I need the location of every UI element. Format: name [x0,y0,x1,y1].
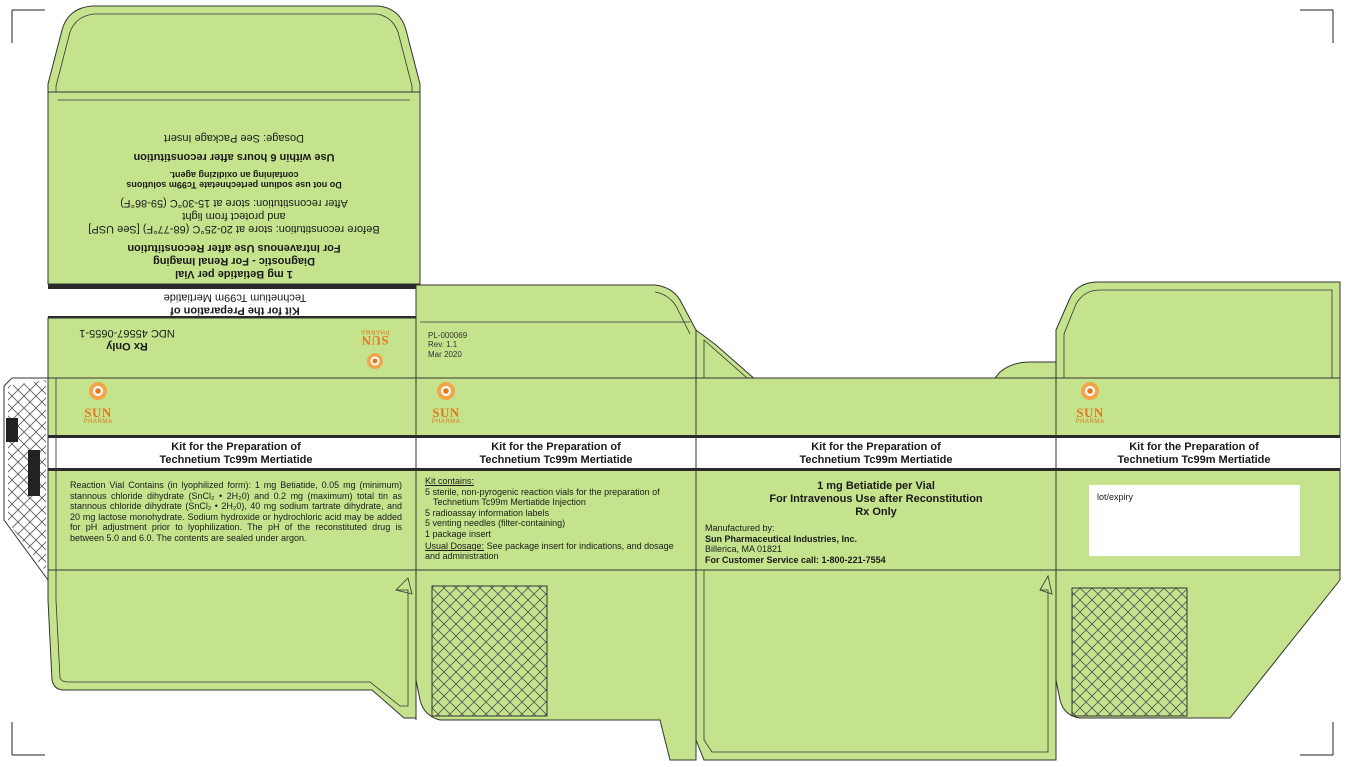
sun-logo-panel-4 [1072,381,1108,425]
panel-3-title-2: Technetium Tc99m Mertiatide [799,454,953,467]
top-storage-before-1: Before reconstitution: store at 20-25°C (68-77°F) [See USP] [88,223,380,236]
sun-logo-panel-2 [428,381,464,425]
panel-4-title-2: Technetium Tc99m Mertiatide [1117,454,1271,467]
logo-sub: PHARMA [83,419,113,425]
panel-3-title [696,441,1056,467]
sun-pharma-swirl-icon [436,381,456,401]
top-band-title-2: Technetium Tc99m Mertiatide [163,291,307,304]
top-warning-1: Do not use sodium pertechnetate Tc99m solutions [126,180,342,191]
usual-dosage-label: Usual Dosage: [425,540,485,551]
panel-1-title-1: Kit for the Preparation of [171,441,301,453]
kit-item: 5 radioassay information labels [425,507,550,518]
bottom-flap-3 [696,570,1056,760]
reaction-vial-contents: Reaction Vial Contains (in lyophilized form): 1 mg Betiatide, 0.05 mg (minimum) stannous chloride dihydrate (SnCl₂ • 2H₂0) and 0.2 mg (maximum) total tin as stannous chloride dihydrate (SnCl₂ • 2H₂0), 40 mg sodium tartrate dihydrate, and 20 mg lactose monohydrate. Sodium hydroxide or hydrochloric acid may be added for pH adjustment prior to lyophilization. The pH of the reconstituted drug is between 5.0 and 6.0. The contents are sealed under argon. [70,480,402,544]
company-name: Sun Pharmaceutical Industries, Inc. [705,533,858,544]
top-band-title [100,290,370,316]
top-band-title-1: Kit for the Preparation of [170,304,300,317]
logo-name: SUN [361,333,389,348]
top-storage-before-2: and protect from light [182,210,286,223]
kit-contains-label: Kit contains: [425,476,475,486]
bottom-flap-1 [48,570,416,718]
sun-pharma-swirl-icon [88,381,108,401]
panel-4-title-1: Kit for the Preparation of [1129,441,1259,453]
sun-logo-flipped [355,328,395,370]
top-flap-shape [48,6,420,92]
lot-expiry-box [1089,485,1300,556]
ndc-number: NDC 45567-0655-1 [79,326,175,339]
sun-pharma-swirl-icon [366,352,384,370]
usual-dosage-text: See package insert for indications, and dosage and administration [425,540,674,562]
logo-sub: PHARMA [431,419,461,425]
panel-2-title-2: Technetium Tc99m Mertiatide [479,454,633,467]
panel-2-title [416,441,696,467]
logo-name: SUN [1076,405,1104,420]
kit-item: 5 sterile, non-pyrogenic reaction vials for the preparation of [425,486,660,497]
panel-3-body [705,480,1047,565]
panel-1-body [70,480,402,544]
top-dosage: Dosage: See Package Insert [163,132,305,144]
top-flap-text [58,104,410,280]
panel-3-strength: 1 mg Betiatide per Vial [817,480,935,492]
sun-pharma-swirl-icon [1080,381,1100,401]
kit-item: Technetium Tc99m Mertiatide Injection [433,497,586,508]
kit-item: 5 venting needles (filter-containing) [425,518,566,529]
pl-code: PL-000069 [428,331,468,340]
customer-service: For Customer Service call: 1-800-221-7554 [705,554,886,565]
panel-3-iv-use: For Intravenous Use after Reconstitution [769,492,983,505]
manufactured-by: Manufactured by: [705,522,775,533]
top-diagnostic: Diagnostic - For Renal Imaging [153,255,315,268]
panel-4-title [1056,441,1332,467]
rev: Rev. 1.1 [428,340,458,350]
panel-2-body [425,476,689,562]
logo-sub: PHARMA [360,328,390,334]
top-use-within: Use within 6 hours after reconstitution [133,150,335,163]
panel-1-title-2: Technetium Tc99m Mertiatide [159,454,313,467]
usual-dosage [425,541,689,562]
company-address: Billerica, MA 01821 [705,544,783,555]
top-storage-after: After reconstitution: store at 15-30°C (59-86°F) [120,197,348,210]
lot-expiry-label: lot/expiry [1097,492,1134,502]
logo-name: SUN [84,405,112,420]
top-iv-use: For Intravenous Use after Reconstitution [127,242,341,255]
panel-3-rx-only: Rx Only [855,505,897,518]
panel-2-title-1: Kit for the Preparation of [491,441,621,453]
logo-name: SUN [432,405,460,420]
kit-item: 1 package insert [425,529,492,540]
panel-3-title-1: Kit for the Preparation of [811,441,941,453]
rx-only-flipped: Rx Only [106,339,148,352]
rx-ndc-block [72,326,182,352]
pl-code-block [428,331,467,359]
top-warning-2: containing an oxidizing agent. [169,169,299,180]
panel-1-title [56,441,416,467]
sun-logo-panel-1 [80,381,116,425]
logo-sub: PHARMA [1075,419,1105,425]
rev-date: Mar 2020 [428,349,462,359]
top-strength: 1 mg Betiatide per Vial [175,268,293,280]
